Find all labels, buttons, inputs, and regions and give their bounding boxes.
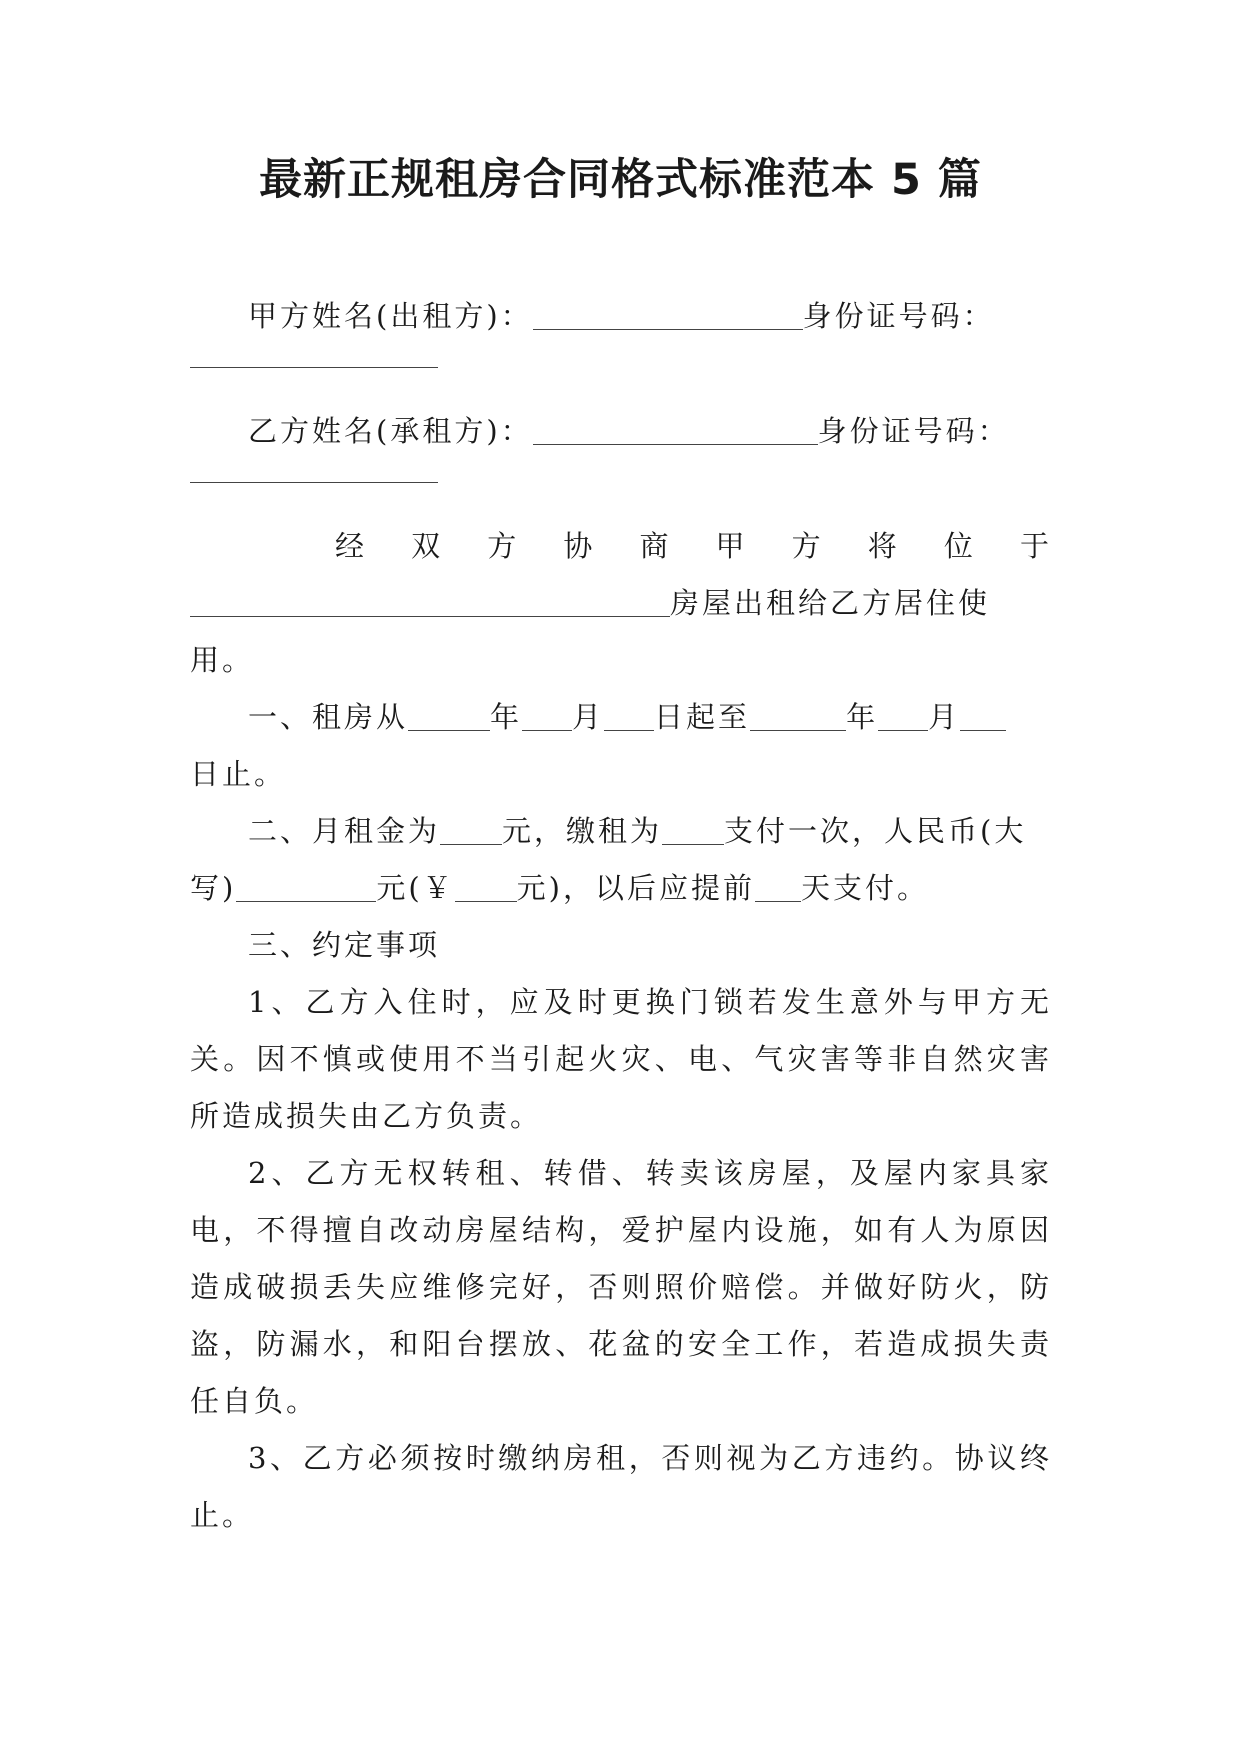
party-a-name-blank[interactable]	[533, 299, 803, 330]
location-blank[interactable]	[190, 586, 670, 617]
location-char: 甲	[715, 529, 748, 563]
monthly-rent-blank[interactable]	[440, 814, 502, 845]
term-year-label: 年	[846, 700, 879, 734]
location-char: 双	[411, 529, 444, 563]
term-month-label: 月	[572, 700, 605, 734]
clause-2: 2、乙方无权转租、转借、转卖该房屋，及屋内家具家电，不得擅自改动房屋结构，爱护屋内设施，如有人为原因造成破损丢失应维修完好，否则照价赔偿。并做好防火，防盗，防漏水，和阳台摆放、花盆的安全工作，若造成损失责任自负。	[190, 1156, 1052, 1418]
location-char: 商	[639, 529, 672, 563]
rent-prefix: 二、月租金为	[248, 814, 441, 848]
location-char: 位	[943, 529, 976, 563]
location-line	[190, 575, 1052, 632]
location-intro	[190, 518, 1052, 575]
party-b-name-blank[interactable]	[533, 414, 818, 445]
party-b-line	[190, 403, 1052, 460]
location-char: 协	[563, 529, 596, 563]
party-a-id-label: 身份证号码：	[802, 299, 995, 333]
rent-amount-blank[interactable]	[455, 871, 517, 902]
location-tail: 房屋出租给乙方居住使	[670, 586, 991, 620]
location-char: 将	[867, 529, 900, 563]
clause-3: 3、乙方必须按时缴纳房租，否则视为乙方违约。协议终止。	[190, 1441, 1052, 1532]
term-end: 日止。	[190, 757, 287, 791]
party-b-id-label: 身份证号码：	[817, 414, 1010, 448]
location-char: 方	[791, 529, 824, 563]
location-char: 方	[487, 529, 520, 563]
rent-capital-blank[interactable]	[236, 871, 376, 902]
end-day-blank[interactable]	[960, 700, 1006, 731]
location-char: 于	[1019, 529, 1052, 563]
start-month-blank[interactable]	[522, 700, 572, 731]
party-b-id-blank[interactable]	[190, 460, 438, 483]
rent-line	[190, 803, 1052, 860]
term-year-label: 年	[490, 700, 523, 734]
location-end: 用。	[190, 643, 255, 677]
start-year-blank[interactable]	[408, 700, 490, 731]
advance-days-blank[interactable]	[755, 871, 801, 902]
rent-pay-once: 支付一次，人民币(大	[724, 814, 1027, 848]
term-month-label: 月	[928, 700, 961, 734]
party-a-name-label: 甲方姓名(出租方)：	[248, 299, 533, 333]
party-a-line	[190, 288, 1052, 345]
party-a-id-blank[interactable]	[190, 345, 438, 368]
end-year-blank[interactable]	[750, 700, 846, 731]
term-line	[190, 689, 1052, 746]
rent-capital-label: 写)	[190, 871, 237, 905]
rent-line-2	[190, 860, 1052, 917]
section3-title: 三、约定事项	[248, 928, 441, 962]
party-b-name-label: 乙方姓名(承租方)：	[248, 414, 533, 448]
term-day-label: 日起至	[654, 700, 751, 734]
rent-yuan-label: 元，缴租为	[502, 814, 663, 848]
rent-yuan-label: 元(￥	[376, 871, 455, 905]
clause-1: 1、乙方入住时，应及时更换门锁若发生意外与甲方无关。因不慎或使用不当引起火灾、电、气灾害等非自然灾害所造成损失由乙方负责。	[190, 985, 1052, 1133]
document-title: 最新正规租房合同格式标准范本 5 篇	[259, 155, 982, 205]
payment-period-blank[interactable]	[662, 814, 724, 845]
term-prefix: 一、租房从	[248, 700, 409, 734]
document-body	[190, 288, 1052, 1544]
end-month-blank[interactable]	[878, 700, 928, 731]
rent-days-tail: 天支付。	[800, 871, 929, 905]
start-day-blank[interactable]	[604, 700, 654, 731]
rent-advance-label: 元)，以后应提前	[516, 871, 755, 905]
location-char: 经	[335, 529, 368, 563]
